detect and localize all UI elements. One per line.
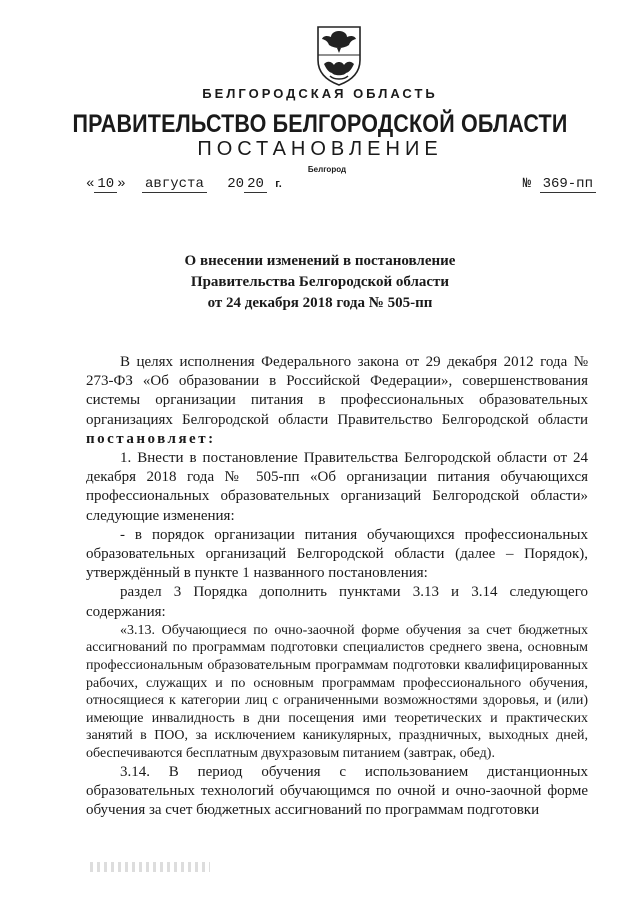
paragraph-section-3: раздел 3 Порядка дополнить пунктами 3.13 и 3.14 следующего содержания:: [86, 584, 588, 620]
date-close-quote: »: [117, 176, 126, 192]
document-number: [523, 176, 596, 192]
government-title: ПРАВИТЕЛЬСТВО БЕЛГОРОДСКОЙ ОБЛАСТИ: [72, 110, 568, 138]
date-year-label: г.: [275, 178, 282, 190]
paragraph-amendment-order: - в порядок организации питания обучающихся профессиональных образовательных организаций Белгородской области (далее – Порядок), утверждённый в пункте 1 названного постановления:: [86, 526, 588, 582]
region-name: БЕЛГОРОДСКАЯ ОБЛАСТЬ: [202, 86, 438, 101]
coat-of-arms-emblem: [314, 24, 364, 86]
date-year-prefix: 20: [227, 176, 245, 192]
date-month: августа: [142, 176, 207, 193]
paragraph-clause-3-14: 3.14. В период обучения с использованием дистанционных образовательных технологий обучающимся по очной и очно-заочной форме обучения за счет бюджетных ассигнований по программам подготовки: [86, 763, 588, 818]
document-type: ПОСТАНОВЛЕНИЕ: [197, 138, 443, 160]
date-open-quote: «: [86, 176, 95, 192]
document-title: [0, 251, 640, 314]
document-body: [86, 353, 588, 820]
title-line-2: Правительства Белгородской области: [190, 274, 450, 290]
number-value: 369-пп: [540, 176, 596, 193]
paragraph-preamble: [86, 353, 588, 449]
city-name: Белгород: [307, 165, 347, 174]
document-date: [86, 176, 282, 193]
paragraph-clause-3-13: «3.13. Обучающиеся по очно-заочной форме обучения за счет бюджетных ассигнований по программам подготовки специалистов среднего звена, основным профессиональным образовательным программам подготовки квалифицированных рабочих, служащих и по основным программам профессионального обучения, относящиеся к категории лиц с ограниченными возможностями здоровья, и (или) имеющие инвалидность в дни посещения ими теоретических и практических занятий в ПОО, за исключением каникулярных, праздничных, выходных дней, обеспечиваются бесплатным двухразовым питанием (завтрак, обед).: [86, 622, 588, 761]
resolves-word: постановляет:: [86, 430, 216, 447]
number-label: №: [522, 176, 532, 192]
bleed-through-text: [90, 862, 210, 872]
date-year-suffix: 20: [244, 176, 267, 193]
title-line-1: О внесении изменений в постановление: [184, 253, 456, 269]
preamble-text: В целях исполнения Федерального закона от 29 декабря 2012 года № 273-ФЗ «Об образовании в Российской Федерации», совершенствования системы организации питания в профессиональных образовательных организациях Белгородской области Правительство Белгородской области: [86, 354, 588, 428]
paragraph-item-1: 1. Внести в постановление Правительства Белгородской области от 24 декабря 2018 года № 505-пп «Об организации питания обучающихся профессиональных образовательных организаций Белгородской области» следующие изменения:: [86, 450, 588, 524]
title-line-3: от 24 декабря 2018 года № 505-пп: [207, 295, 433, 311]
date-day: 10: [94, 176, 117, 193]
